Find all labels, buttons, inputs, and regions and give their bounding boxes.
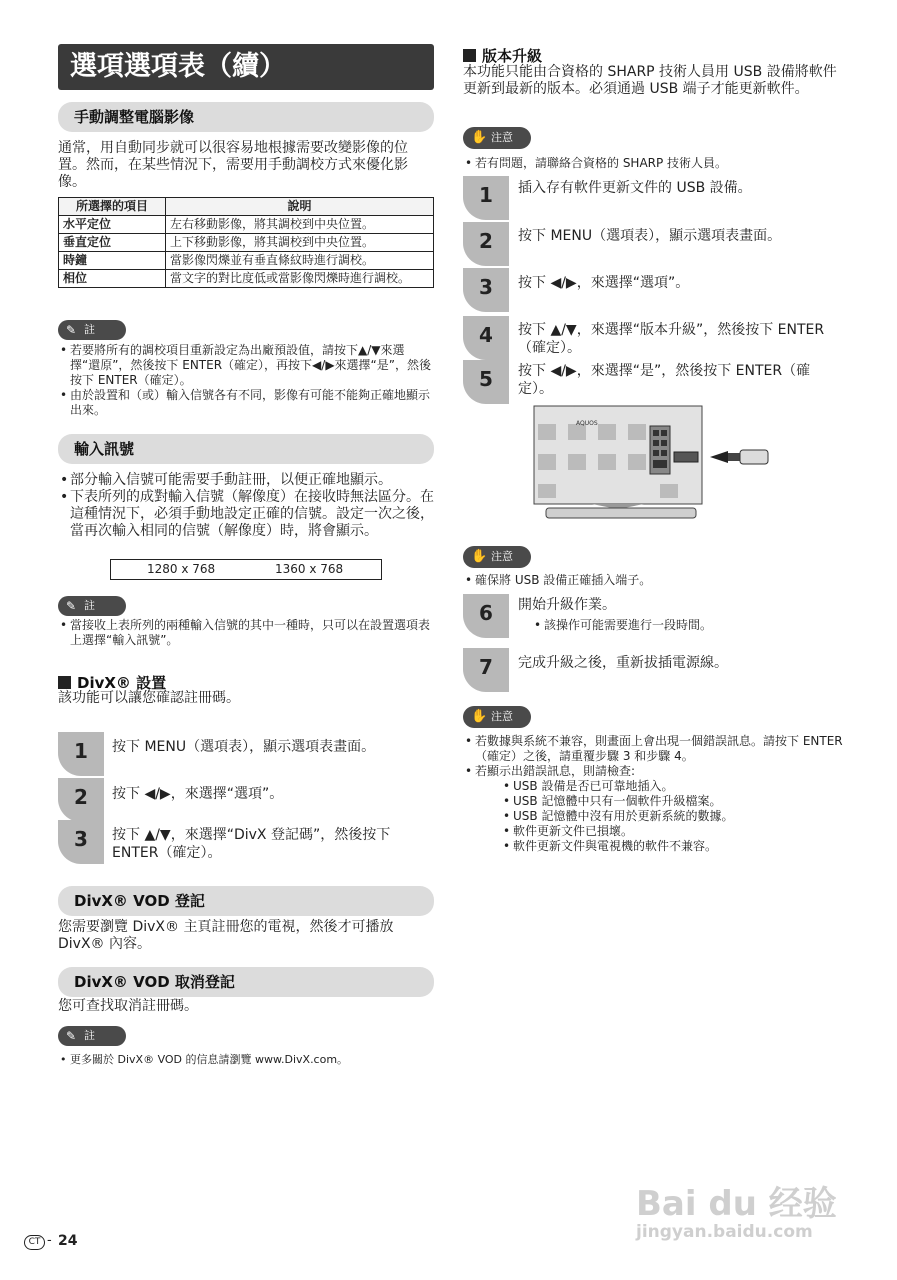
step-text: 按下 MENU（選項表），顯示選項表畫面。: [112, 739, 376, 755]
table-cell-desc: 當文字的對比度低或當影像閃爍時進行調校。: [166, 270, 434, 288]
note-item: • 若要將所有的調校項目重新設定為出廠預設值，請按下▲/▼來選擇“還原”，然後按下 ENTER（確定），再按下◀/▶來選擇“是”，然後按下 ENTER（確定）。: [70, 343, 434, 388]
table-row: [59, 216, 434, 234]
watermark-logo: Bai du 经验: [636, 1184, 837, 1224]
step-number: 1: [58, 732, 104, 776]
sub-item: • 該操作可能需要進行一段時間。: [544, 618, 832, 633]
step-number: 3: [463, 268, 509, 312]
tv-brand-label: AQUOS: [576, 420, 598, 427]
hand-icon: ✋: [471, 709, 488, 724]
table-cell-desc: 左右移動影像，將其調校到中央位置。: [166, 216, 434, 234]
settings-table-wrap: [58, 197, 434, 288]
section-heading-divx-vod-dereg: DivX® VOD 取消登記: [58, 967, 434, 997]
software-update-heading: 版本升級: [463, 45, 542, 66]
watermark-url: jingyan.baidu.com: [636, 1222, 813, 1242]
note-badge: [58, 596, 126, 616]
input-signal-note: [58, 618, 434, 648]
step-text: 按下 ◀/▶，來選擇“選項”。: [518, 275, 690, 291]
note-item: • 更多關於 DivX® VOD 的信息請瀏覽 www.DivX.com。: [70, 1052, 434, 1067]
hand-icon: ✋: [471, 130, 488, 145]
step-text: 按下 ◀/▶，來選擇“選項”。: [112, 786, 284, 802]
manual-adjust-intro: 通常，用自動同步就可以很容易地根據需要改變影像的位置。然而，在某些情況下，需要用手動調校方式來優化影像。: [58, 140, 408, 190]
pencil-icon: ✎: [66, 1029, 77, 1043]
step-number: 7: [463, 648, 509, 692]
step-number: 6: [463, 594, 509, 638]
divx-vod-reg-text: 您需要瀏覽 DivX® 主頁註冊您的電視，然後才可播放 DivX® 內容。: [58, 919, 394, 952]
note-badge-label: 註: [84, 599, 95, 612]
input-signal-bullets: [58, 472, 434, 540]
table-header-item: 所選擇的項目: [59, 198, 166, 216]
table-cell-item: 相位: [59, 270, 166, 288]
step-number: 1: [463, 176, 509, 220]
step-text: 完成升級之後，重新拔插電源線。: [518, 655, 728, 671]
caution-item: • 若顯示出錯誤訊息，則請檢查:: [475, 764, 843, 779]
section-heading-divx-vod-reg: DivX® VOD 登記: [58, 886, 434, 916]
step-text: 按下 ▲/▼，來選擇“DivX 登記碼”，然後按下 ENTER（確定）。: [112, 827, 391, 861]
check-item: • 軟件更新文件已損壞。: [513, 824, 843, 839]
divx-vod-dereg-text: 您可查找取消註冊碼。: [58, 998, 198, 1014]
divx-setup-intro: 該功能可以讓您確認註冊碼。: [58, 690, 240, 706]
section-heading-manual-adjust: 手動調整電腦影像: [58, 102, 434, 132]
step-text: 插入存有軟件更新文件的 USB 設備。: [518, 180, 752, 196]
resolution-2: 1360 x 768: [275, 562, 344, 576]
resolution-table: [110, 559, 382, 580]
region-badge: CT: [24, 1235, 45, 1250]
table-row: [59, 234, 434, 252]
square-bullet-icon: [58, 676, 71, 689]
caution-badge-label: 注意: [491, 131, 513, 144]
divx-vod-dereg-note: [58, 1052, 434, 1067]
section-heading-input-signal: 輸入訊號: [58, 434, 434, 464]
table-cell-desc: 上下移動影像，將其調校到中央位置。: [166, 234, 434, 252]
software-update-intro: 本功能只能由合資格的 SHARP 技術人員用 USB 設備將軟件更新到最新的版本。必須通過 USB 端子才能更新軟件。: [463, 64, 837, 97]
software-update-caution-1: [463, 156, 839, 171]
table-cell-item: 水平定位: [59, 216, 166, 234]
step-number: 3: [58, 820, 104, 864]
software-update-caution-2: [463, 573, 839, 588]
step-number: 2: [463, 222, 509, 266]
check-item: • USB 記憶體中沒有用於更新系統的數據。: [513, 809, 843, 824]
manual-adjust-notes: [58, 343, 434, 418]
page-number-dash: -: [47, 1233, 52, 1248]
table-row: [59, 270, 434, 288]
caution-badge-label: 注意: [491, 550, 513, 563]
caution-item: • 確保將 USB 設備正確插入端子。: [475, 573, 839, 588]
tv-usb-illustration: [532, 404, 772, 526]
table-cell-desc: 當影像閃爍並有垂直條紋時進行調校。: [166, 252, 434, 270]
settings-table: [58, 197, 434, 288]
step-number: 4: [463, 316, 509, 360]
divx-setup-heading: DivX® 設置: [58, 672, 166, 693]
caution-badge: [463, 706, 531, 728]
bullet-item: • 下表所列的成對輸入信號（解像度）在接收時無法區分。在這種情況下，必須手動地設定正確的信號。設定一次之後，當再次輸入相同的信號（解像度）時，將會顯示。: [70, 489, 434, 540]
pencil-icon: ✎: [66, 599, 77, 613]
tv-rear-drawing: [532, 404, 772, 526]
caution-item: • 若有問題，請聯絡合資格的 SHARP 技術人員。: [475, 156, 839, 171]
check-item: • 軟件更新文件與電視機的軟件不兼容。: [513, 839, 843, 854]
page-number: 24: [58, 1233, 78, 1249]
table-cell-item: 垂直定位: [59, 234, 166, 252]
step-number: 2: [58, 778, 104, 822]
software-update-caution-3: [463, 734, 843, 854]
note-badge: [58, 1026, 126, 1046]
table-row: [59, 252, 434, 270]
table-header-row: [59, 198, 434, 216]
table-header-desc: 說明: [166, 198, 434, 216]
note-item: • 當接收上表所列的兩種輸入信號的其中一種時，只可以在設置選項表上選擇“輸入訊號”。: [70, 618, 434, 648]
step-text: 按下 MENU（選項表），顯示選項表畫面。: [518, 228, 782, 244]
step-6-sub: [532, 618, 832, 633]
step-number: 5: [463, 360, 509, 404]
square-bullet-icon: [463, 49, 476, 62]
caution-badge: [463, 546, 531, 568]
caution-badge: [463, 127, 531, 149]
check-item: • USB 設備是否已可靠地插入。: [513, 779, 843, 794]
table-cell-item: 時鐘: [59, 252, 166, 270]
note-item: • 由於設置和（或）輸入信號各有不同，影像有可能不能夠正確地顯示出來。: [70, 388, 434, 418]
note-badge-label: 註: [84, 323, 95, 336]
bullet-item: • 部分輸入信號可能需要手動註冊，以便正確地顯示。: [70, 472, 434, 489]
hand-icon: ✋: [471, 549, 488, 564]
resolution-1: 1280 x 768: [147, 562, 216, 576]
caution-badge-label: 注意: [491, 710, 513, 723]
pencil-icon: ✎: [66, 323, 77, 337]
step-text: 開始升級作業。: [518, 597, 616, 613]
check-item: • USB 記憶體中只有一個軟件升級檔案。: [513, 794, 843, 809]
note-badge: [58, 320, 126, 340]
step-text: 按下 ▲/▼，來選擇“版本升級”，然後按下 ENTER（確定）。: [518, 322, 825, 356]
step-text: 按下 ◀/▶，來選擇“是”，然後按下 ENTER（確定）。: [518, 363, 811, 397]
caution-item: • 若數據與系統不兼容，則畫面上會出現一個錯誤訊息。請按下 ENTER（確定）之後，請重覆步驟 3 和步驟 4。: [475, 734, 843, 764]
note-badge-label: 註: [84, 1029, 95, 1042]
page-title: 選項選項表（續）: [58, 44, 434, 90]
